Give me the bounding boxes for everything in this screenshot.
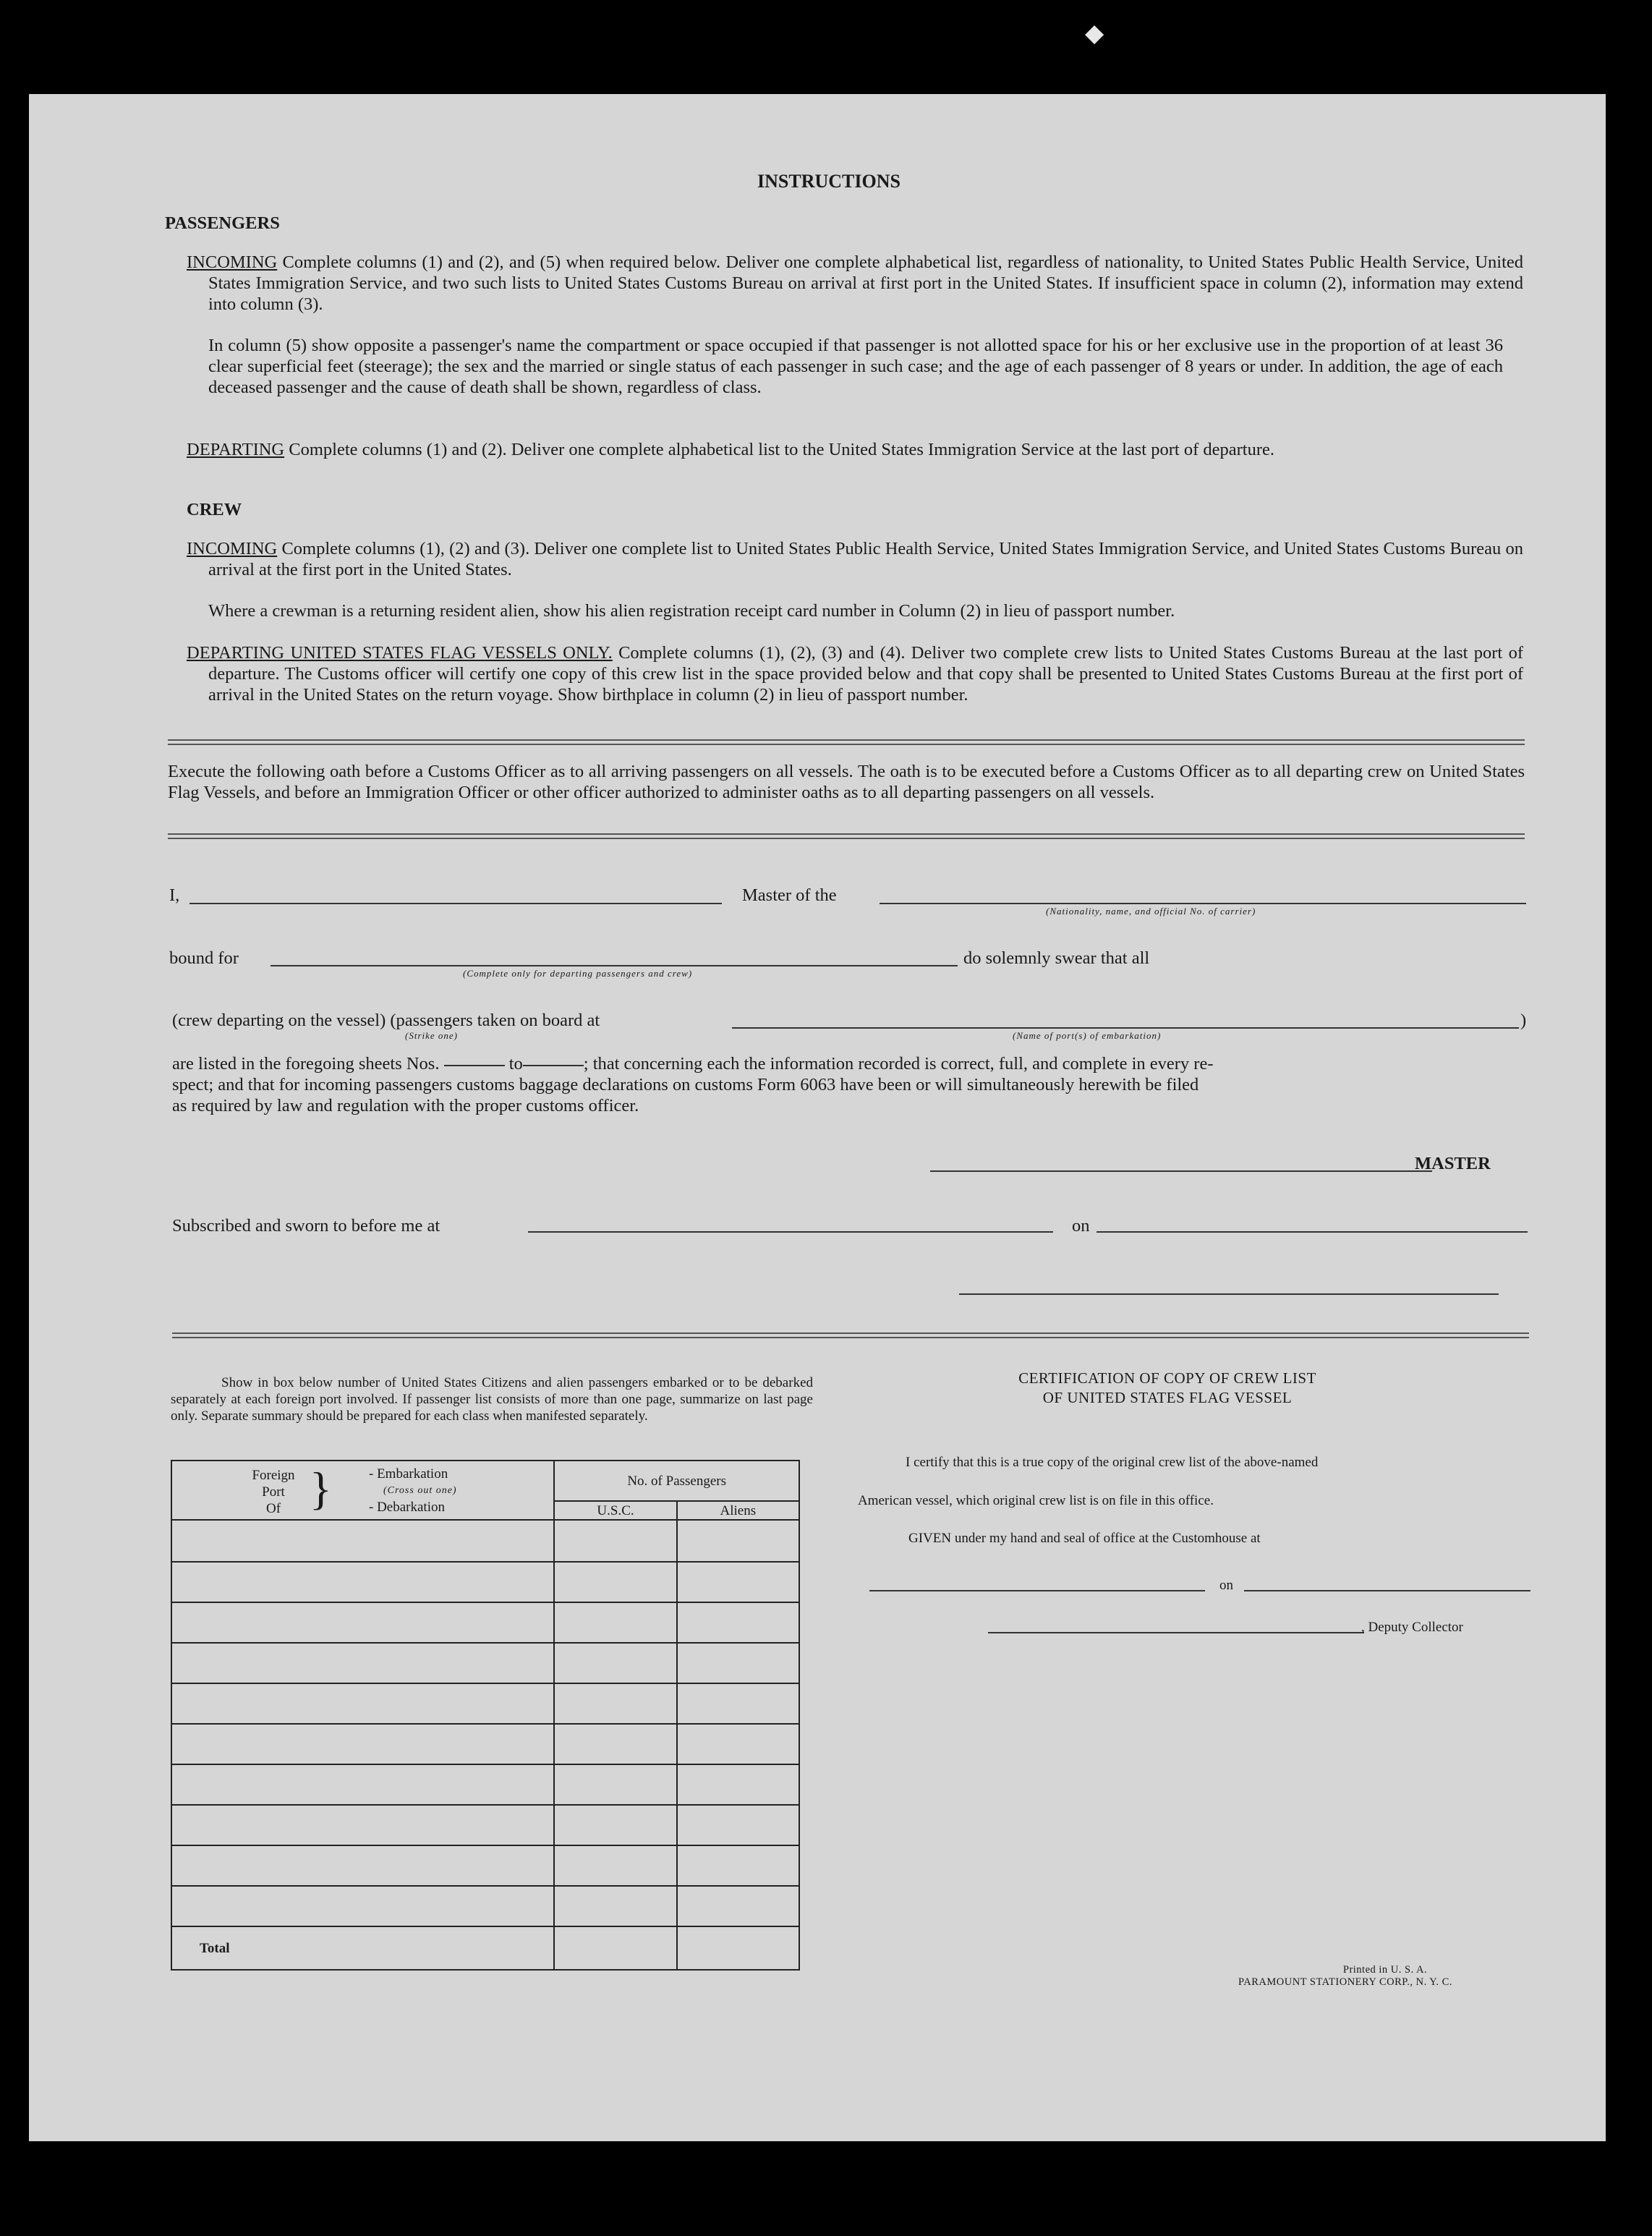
form-page	[29, 94, 1606, 2141]
certify-line-2: American vessel, which original crew list is on file in this office.	[858, 1493, 1214, 1508]
sheet-to-field[interactable]	[523, 1065, 584, 1066]
certification-title-1: CERTIFICATION OF COPY OF CREW LIST	[1018, 1369, 1316, 1387]
usc-total-cell[interactable]	[554, 1926, 676, 1970]
crew-incoming-text: Complete columns (1), (2) and (3). Deliver one complete list to United States Public Health Service, United States Immigration Service, and United States Customs Bureau on arrival at the first port in the United States.	[208, 539, 1523, 579]
aliens-cell[interactable]	[677, 1845, 799, 1886]
table-row	[171, 1886, 799, 1926]
aliens-total-cell[interactable]	[677, 1926, 799, 1970]
carrier-field[interactable]	[880, 903, 1526, 904]
certify-line-3: GIVEN under my hand and seal of office at the Customhouse at	[908, 1531, 1261, 1546]
master-name-field[interactable]	[190, 903, 722, 904]
port-cell[interactable]	[171, 1845, 554, 1886]
strike-caption: (Strike one)	[405, 1030, 459, 1041]
master-signature-field[interactable]	[930, 1170, 1432, 1172]
subscribed-label: Subscribed and sworn to before me at	[172, 1216, 440, 1236]
listed-sheets-text	[172, 1053, 1214, 1074]
passengers-departing-paragraph	[187, 439, 1523, 460]
table-row	[171, 1562, 799, 1602]
port-cell[interactable]	[171, 1805, 554, 1845]
usc-cell[interactable]	[554, 1643, 676, 1683]
departing-label: DEPARTING	[187, 440, 285, 459]
total-row	[171, 1926, 799, 1970]
debarkation-label: - Debarkation	[369, 1500, 445, 1515]
section-passengers: PASSENGERS	[165, 213, 280, 233]
column5-paragraph: In column (5) show opposite a passenger's name the compartment or space occupied if that passenger is not allotted space for his or her exclusive use in the proportion of at least 36 clear superficial feet (steerage); the sex and the married or single status of each passenger in such case; and the age of each passenger of 8 years or under. In addition, the age of each deceased passenger and the cause of death shall be shown, regardless of class.	[208, 336, 1503, 397]
page-title: INSTRUCTIONS	[757, 171, 900, 192]
deputy-collector-label: , Deputy Collector	[1361, 1620, 1463, 1635]
usc-cell[interactable]	[554, 1602, 676, 1643]
port-header	[171, 1461, 554, 1520]
bound-for-field[interactable]	[271, 965, 958, 966]
sworn-place-field[interactable]	[528, 1231, 1053, 1233]
divider	[168, 739, 1525, 745]
carrier-caption: (Nationality, name, and official No. of carrier)	[1046, 906, 1256, 917]
aliens-cell[interactable]	[677, 1764, 799, 1805]
incoming-text: Complete columns (1) and (2), and (5) when required below. Deliver one complete alphabetical list, regardless of nationality, to United States Public Health Service, United States Immigration Service, and two such lists to United States Customs Bureau on arrival at first port in the United States. If insufficient space in column (2), information may extend into column (3).	[208, 252, 1523, 314]
aliens-cell[interactable]	[677, 1562, 799, 1602]
listed-d: as required by law and regulation with the proper customs officer.	[172, 1096, 639, 1115]
usc-cell[interactable]	[554, 1562, 676, 1602]
aliens-cell[interactable]	[677, 1520, 799, 1562]
usc-cell[interactable]	[554, 1724, 676, 1764]
table-row	[171, 1520, 799, 1562]
printer-imprint	[1172, 1964, 1519, 1989]
port-cell[interactable]	[171, 1520, 554, 1562]
certify-line-1: I certify that this is a true copy of the original crew list of the above-named	[906, 1455, 1319, 1470]
scan-mark: ◆	[1085, 20, 1104, 47]
aliens-cell[interactable]	[677, 1886, 799, 1926]
usc-cell[interactable]	[554, 1520, 676, 1562]
table-row	[171, 1683, 799, 1724]
customhouse-field[interactable]	[869, 1590, 1205, 1591]
oath-i-label: I,	[169, 885, 180, 905]
swear-text: do solemnly swear that all	[963, 948, 1150, 968]
usc-cell[interactable]	[554, 1683, 676, 1724]
embarkation-label: - Embarkation	[369, 1466, 448, 1482]
port-cell[interactable]	[171, 1562, 554, 1602]
total-label: Total	[171, 1926, 554, 1970]
port-label: Port	[262, 1484, 285, 1500]
sworn-on-label: on	[1072, 1216, 1090, 1236]
printer-name: PARAMOUNT STATIONERY CORP., N. Y. C.	[1238, 1976, 1452, 1988]
cross-out-label: (Cross out one)	[383, 1485, 457, 1496]
sheet-from-field[interactable]	[444, 1065, 505, 1066]
listed-a: are listed in the foregoing sheets Nos.	[172, 1054, 440, 1074]
table-row	[171, 1845, 799, 1886]
oath-instructions: Execute the following oath before a Customs Officer as to all arriving passengers on all vessels. The oath is to be executed before a Customs Officer as to all departing crew on United States Flag Vessels, and before an Immigration Officer or other officer authorized to administer oaths as to all departing passengers on all vessels.	[168, 762, 1525, 802]
aliens-cell[interactable]	[677, 1805, 799, 1845]
returning-alien-paragraph: Where a crewman is a returning resident alien, show his alien registration receipt card number in Column (2) in lieu of passport number.	[208, 601, 1175, 621]
aliens-cell[interactable]	[677, 1683, 799, 1724]
master-of-label: Master of the	[742, 885, 837, 905]
ports-caption: (Name of port(s) of embarkation)	[1013, 1030, 1162, 1041]
bound-for-label: bound for	[169, 948, 239, 968]
no-passengers-header: No. of Passengers	[554, 1461, 799, 1501]
aliens-cell[interactable]	[677, 1724, 799, 1764]
port-cell[interactable]	[171, 1764, 554, 1805]
summary-note: Show in box below number of United States Citizens and alien passengers embarked or to be debarked separately at each foreign port involved. If passenger list consists of more than one page, summarize on last page only. Separate summary should be prepared for each class when manifested separately.	[171, 1375, 813, 1424]
bound-for-caption: (Complete only for departing passengers and crew)	[463, 968, 693, 979]
certification-title-2: OF UNITED STATES FLAG VESSEL	[1042, 1389, 1293, 1406]
usc-cell[interactable]	[554, 1805, 676, 1845]
listed-c: spect; and that for incoming passengers customs baggage declarations on customs Form 6063 have been or will simultaneously herewith be filed	[172, 1075, 1199, 1094]
table-row	[171, 1764, 799, 1805]
strike-text: (crew departing on the vessel) (passengers taken on board at	[172, 1011, 600, 1030]
aliens-header: Aliens	[677, 1501, 799, 1520]
passengers-incoming-paragraph	[187, 252, 1523, 315]
table-row	[171, 1724, 799, 1764]
port-cell[interactable]	[171, 1602, 554, 1643]
deputy-signature-field[interactable]	[988, 1632, 1364, 1633]
passenger-summary-table	[171, 1460, 800, 1971]
section-crew: CREW	[187, 500, 242, 519]
listed-b: ; that concerning each the information recorded is correct, full, and complete in every re-	[583, 1054, 1214, 1074]
officer-signature-field[interactable]	[959, 1293, 1499, 1295]
flag-vessels-label: DEPARTING UNITED STATES FLAG VESSELS ONLY.	[187, 643, 613, 663]
certify-date-field[interactable]	[1244, 1590, 1530, 1591]
table-row	[171, 1805, 799, 1845]
aliens-cell[interactable]	[677, 1643, 799, 1683]
foreign-label: Foreign	[252, 1468, 295, 1483]
crew-incoming-paragraph	[187, 538, 1523, 580]
certification-title	[829, 1369, 1506, 1408]
printed-in: Printed in U. S. A.	[1342, 1964, 1428, 1976]
departing-text: Complete columns (1) and (2). Deliver one complete alphabetical list to the United States Immigration Service at the last port of departure.	[289, 440, 1274, 459]
port-cell[interactable]	[171, 1724, 554, 1764]
of-label: Of	[265, 1501, 281, 1516]
port-cell[interactable]	[171, 1683, 554, 1724]
port-cell[interactable]	[171, 1643, 554, 1683]
listed-to: to	[508, 1054, 523, 1074]
embarkation-port-field[interactable]	[732, 1027, 1519, 1029]
flag-vessels-text: Complete columns (1), (2), (3) and (4). Deliver two complete crew lists to United States Customs Bureau at the last port of departure. The Customs officer will certify one copy of this crew list in the space provided below and that copy shall be presented to United States Customs Bureau at the first port of arrival in the United States on the return voyage. Show birthplace in column (2) in lieu of passport number.	[208, 643, 1523, 705]
usc-cell[interactable]	[554, 1845, 676, 1886]
aliens-cell[interactable]	[677, 1602, 799, 1643]
divider	[168, 833, 1525, 839]
certify-on-label: on	[1219, 1578, 1233, 1593]
brace-icon: }	[310, 1463, 332, 1514]
table-row	[171, 1643, 799, 1683]
table-row	[171, 1602, 799, 1643]
usc-cell[interactable]	[554, 1886, 676, 1926]
incoming-label: INCOMING	[187, 252, 278, 272]
usc-header: U.S.C.	[554, 1501, 676, 1520]
master-label: MASTER	[1415, 1154, 1491, 1173]
port-cell[interactable]	[171, 1886, 554, 1926]
close-paren: )	[1520, 1011, 1527, 1030]
crew-incoming-label: INCOMING	[187, 539, 278, 558]
flag-vessels-paragraph	[187, 642, 1523, 705]
usc-cell[interactable]	[554, 1764, 676, 1805]
divider	[172, 1332, 1529, 1338]
sworn-date-field[interactable]	[1097, 1231, 1528, 1233]
